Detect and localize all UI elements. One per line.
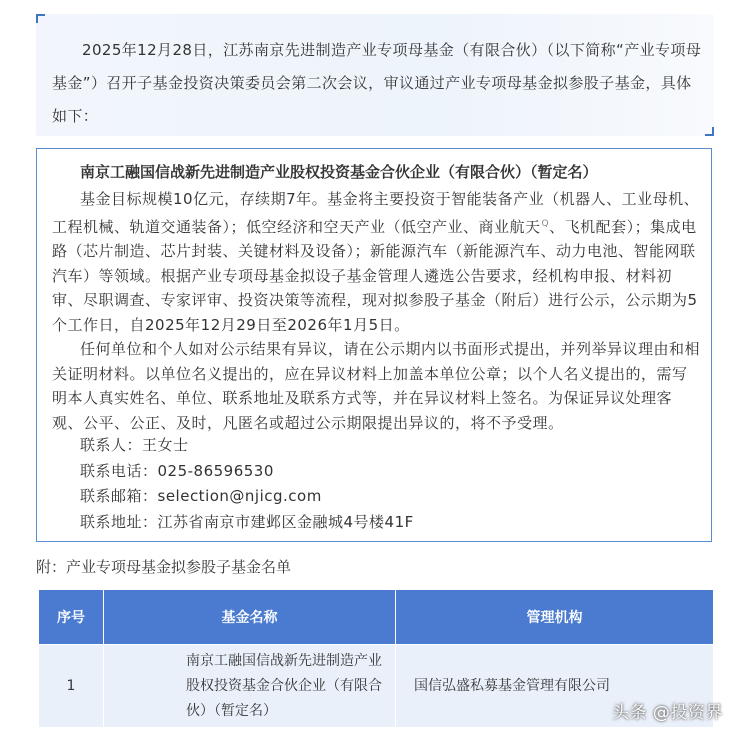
notice-paragraph-2: 任何单位和个人如对公示结果有异议，请在公示期内以书面形式提出，并列举异议理由和相关证明材料。以单位名义提出的，应在异议材料上加盖本单位公章；以个人名义提出的，需写明本人真实姓名、单位、联系地址及联系方式等，并在异议材料上签名。为保证异议处理客观、公平、公正、及时，凡匿名或超过公示期限提出异议的，将不予受理。	[52, 340, 701, 432]
header-fund-name: 基金名称	[104, 590, 396, 645]
contact-email[interactable]: 联系邮箱：selection@njicg.com	[80, 487, 322, 505]
search-icon[interactable]: Q	[541, 218, 550, 229]
cell-seq: 1	[39, 645, 104, 728]
contact-address: 联系地址：江苏省南京市建邺区金融城4号楼41F	[80, 513, 414, 531]
contact-person: 联系人：王女士	[80, 436, 189, 454]
intro-corner-bottom-right	[705, 127, 714, 136]
notice-paragraph-1-part-b: 、飞机配套）；集成电路（芯片制造、芯片封装、关键材料及设备）；新能源汽车（新能源汽车、动力电池、智能网联汽车）等领域。根据产业专项母基金拟设子基金管理人遴选公告要求，经机构申报、材料初审、尽职调查、专家评审、投资决策等流程，现对拟参股子基金（附后）进行公示，公示期为5个工作日，自2025年12月29日至2026年1月5日。	[52, 217, 698, 334]
watermark: 头条 @投资界	[612, 703, 723, 723]
cell-manager: 国信弘盛私募基金管理有限公司	[396, 645, 714, 728]
contact-phone: 联系电话：025-86596530	[80, 462, 274, 480]
appendix-title: 附：产业专项母基金拟参股子基金名单	[36, 558, 292, 576]
cell-fund-name: 南京工融国信战新先进制造产业股权投资基金合伙企业（有限合伙）（暂定名）	[104, 645, 396, 728]
intro-corner-top-left	[36, 14, 45, 23]
header-seq: 序号	[39, 590, 104, 645]
intro-text: 2025年12月28日，江苏南京先进制造产业专项母基金（有限合伙）（以下简称“产业专项母基金”）召开子基金投资决策委员会第二次会议，审议通过产业专项母基金拟参股子基金，具体如下：	[52, 41, 702, 125]
table-header-row	[39, 590, 714, 645]
notice-title: 南京工融国信战新先进制造产业股权投资基金合伙企业（有限合伙）（暂定名）	[80, 163, 598, 181]
notice-paragraph-1-part-a: 基金目标规模10亿元，存续期7年。基金将主要投资于智能装备产业（机器人、工业母机、工程机械、轨道交通装备）；低空经济和空天产业（低空产业、商业航天	[52, 190, 700, 236]
header-manager: 管理机构	[396, 590, 714, 645]
notice-paragraph-1	[52, 187, 702, 337]
